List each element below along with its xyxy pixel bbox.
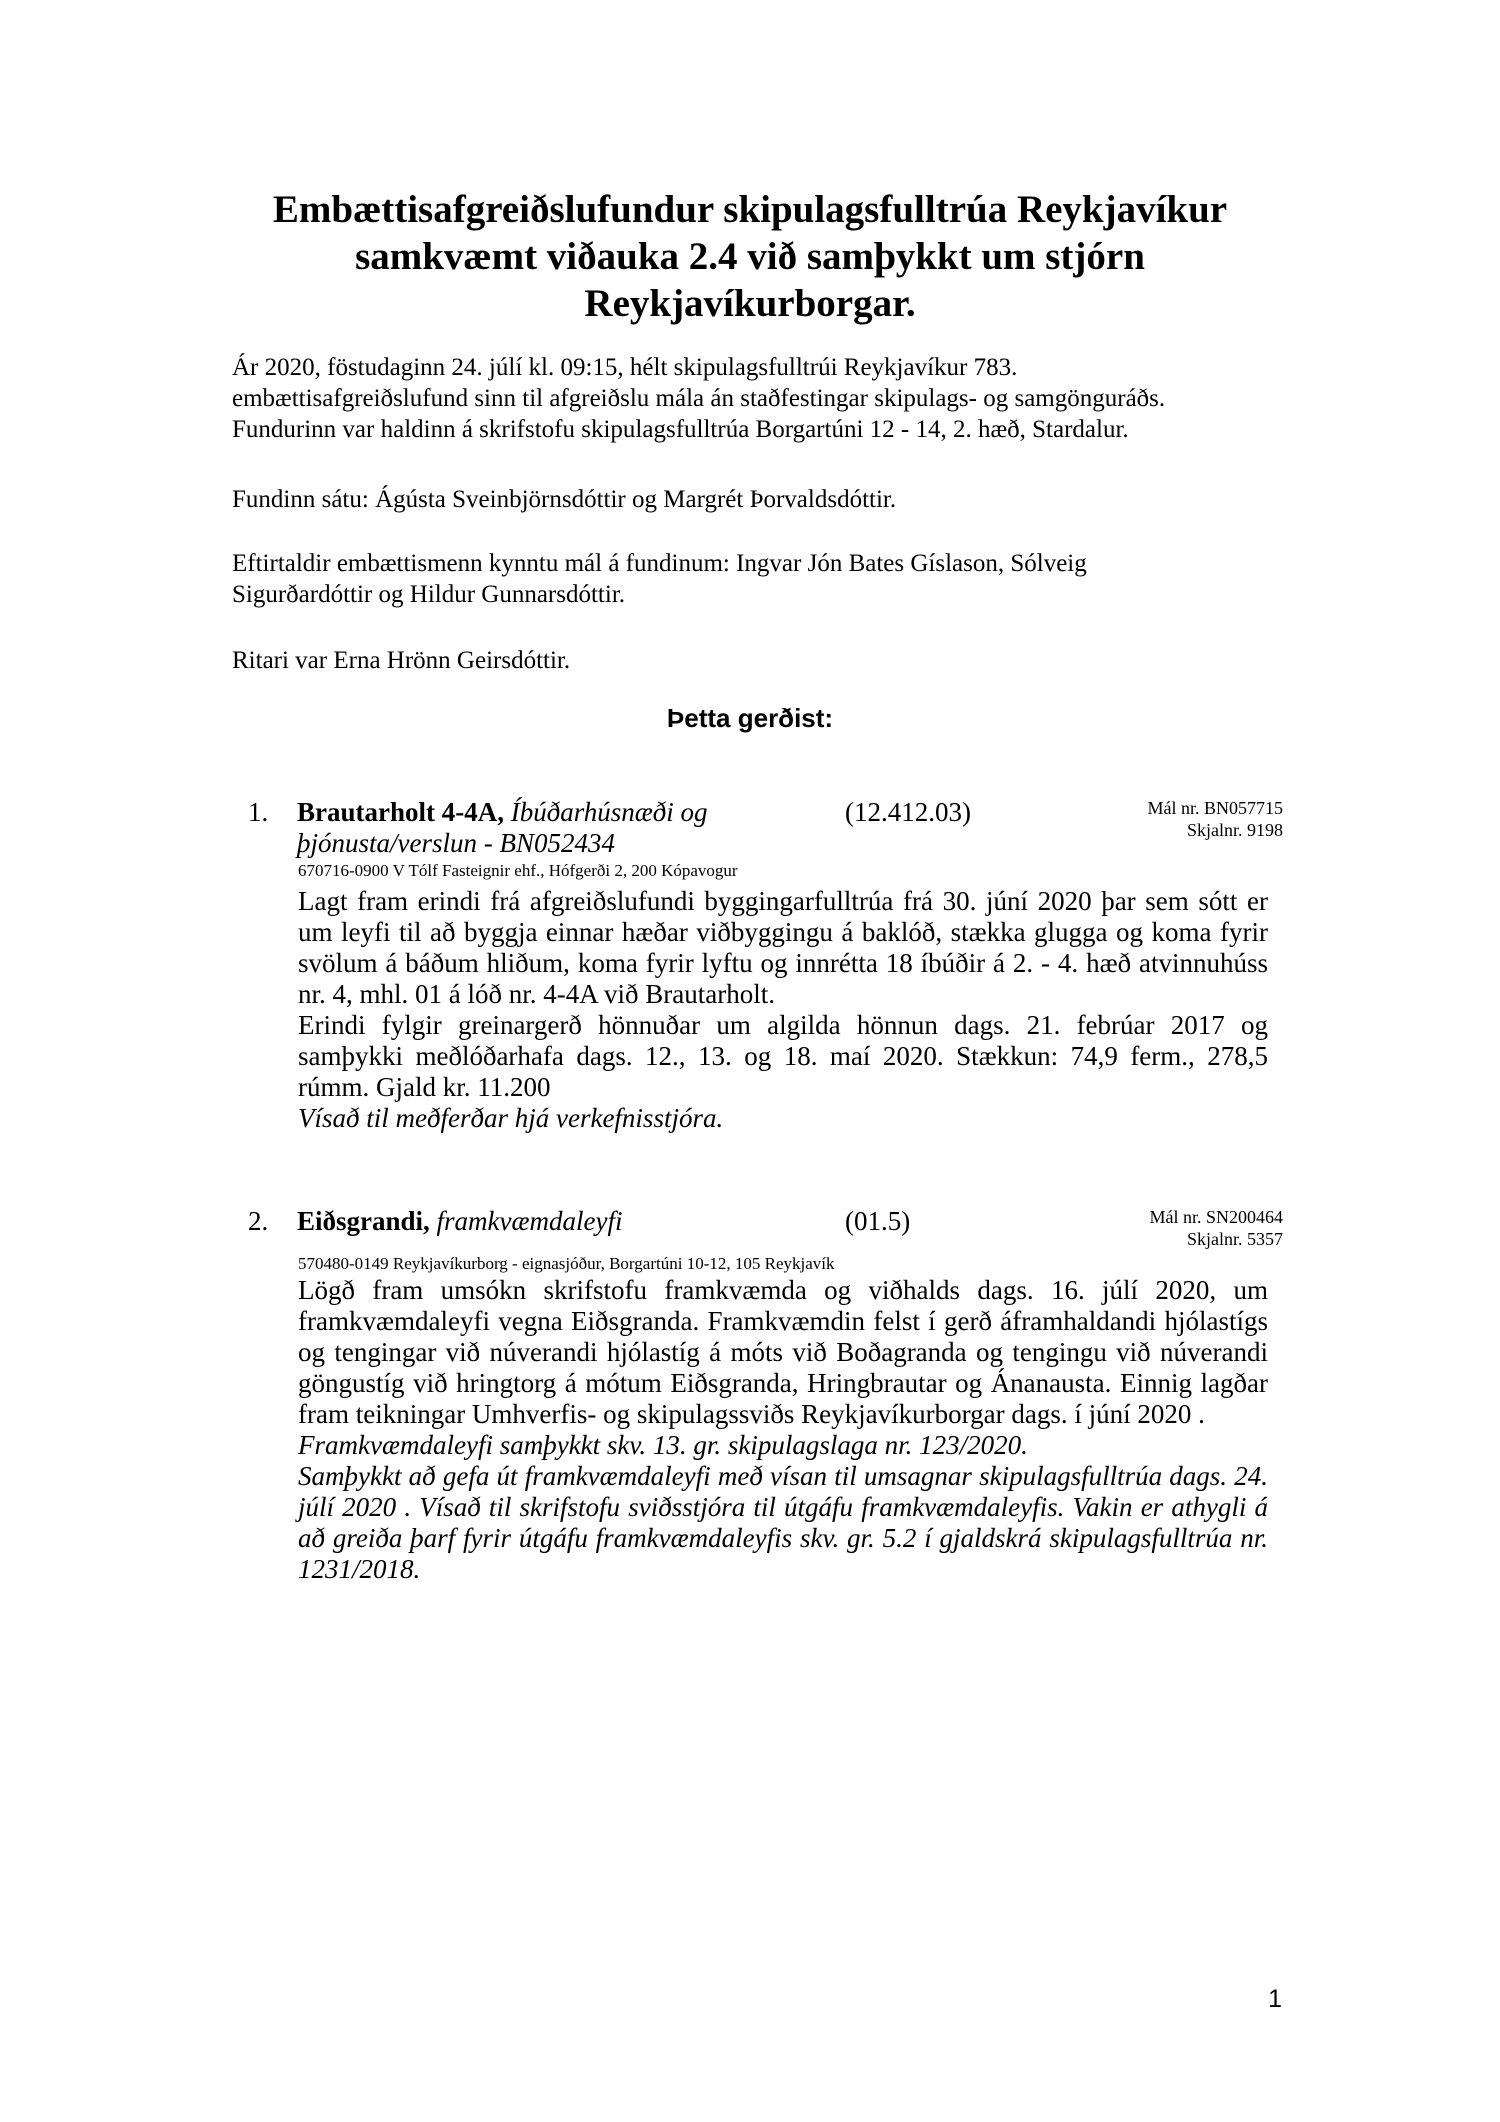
case-number: Mál nr. SN200464: [1149, 1207, 1283, 1227]
item-body: [298, 1275, 1268, 1585]
intro-line: Ár 2020, föstudaginn 24. júlí kl. 09:15, hélt skipulagsfulltrúi Reykjavíkur 783.: [232, 354, 1018, 381]
intro-paragraph: [232, 352, 1272, 445]
item-paragraph: Lagt fram erindi frá afgreiðslufundi byggingarfulltrúa frá 30. júní 2020 þar sem sótt er um leyfi til að byggja einnar hæðar viðbyggingu á baklóð, stækka glugga og koma fyrir svölum á báðum hliðum, koma fyrir lyftu og innrétta 18 íbúðir á 2. - 4. hæð atvinnuhúss nr. 4, mhl. 01 á lóð nr. 4-4A við Brautarholt.: [298, 886, 1268, 1009]
item-title: [297, 1206, 737, 1237]
item-decision: Vísað til meðferðar hjá verkefnisstjóra.: [298, 1103, 724, 1133]
case-number: Mál nr. BN057715: [1147, 798, 1283, 818]
officials-line: Sigurðardóttir og Hildur Gunnarsdóttir.: [232, 581, 626, 608]
document-title: Embættisafgreiðslufundur skipulagsfulltrúa Reykjavíkur samkvæmt viðauka 2.4 við samþykkt um stjórn Reykjavíkurborgar.: [272, 188, 1228, 325]
intro-line: embættisafgreiðslufund sinn til afgreiðslu mála án staðfestingar skipulags- og samgönguráðs.: [232, 385, 1166, 412]
page-number: 1: [1268, 1985, 1282, 2013]
item-owner: 570480-0149 Reykjavíkurborg - eignasjóður, Borgartúni 10-12, 105 Reykjavík: [298, 1254, 835, 1273]
item-paragraph: Erindi fylgir greinargerð hönnuðar um algilda hönnun dags. 21. febrúar 2017 og samþykki meðlóðarhafa dags. 12., 13. og 18. maí 2020. Stækkun: 74,9 ferm., 278,5 rúmm. Gjald kr. 11.200: [298, 1010, 1268, 1102]
item-body: [298, 886, 1268, 1134]
item-code: (12.412.03): [845, 797, 971, 827]
item-code: (01.5): [845, 1206, 911, 1236]
section-heading: Þetta gerðist:: [666, 703, 834, 733]
document-number: Skjalnr. 9198: [1186, 820, 1283, 840]
item-subject: framkvæmdaleyfi: [436, 1206, 623, 1236]
item-number: 1.: [248, 797, 269, 827]
item-title: [297, 797, 737, 859]
item-owner: 670716-0900 V Tólf Fasteignir ehf., Hófgerði 2, 200 Kópavogur: [298, 861, 738, 880]
item-decision: Samþykkt að gefa út framkvæmdaleyfi með vísan til umsagnar skipulagsfulltrúa dags. 24. júlí 2020 . Vísað til skrifstofu sviðsstjóra til útgáfu framkvæmdaleyfis. Vakin er athygli á að greiða þarf fyrir útgáfu framkvæmdaleyfis skv. gr. 5.2 í gjaldskrá skipulagsfulltrúa nr. 1231/2018.: [298, 1461, 1268, 1584]
item-reference: [1043, 797, 1283, 841]
intro-line: Fundurinn var haldinn á skrifstofu skipulagsfulltrúa Borgartúni 12 - 14, 2. hæð, Stardalur.: [232, 416, 1129, 443]
item-name: Eiðsgrandi,: [297, 1206, 430, 1236]
item-name: Brautarholt 4-4A,: [297, 797, 504, 827]
attendees-paragraph: Fundinn sátu: Ágústa Sveinbjörnsdóttir og Margrét Þorvaldsdóttir.: [232, 486, 897, 513]
item-subject: Íbúðarhúsnæði og: [510, 797, 708, 827]
secretary-paragraph: Ritari var Erna Hrönn Geirsdóttir.: [232, 647, 571, 674]
item-paragraph: Lögð fram umsókn skrifstofu framkvæmda og viðhalds dags. 16. júlí 2020, um framkvæmdaleyfi vegna Eiðsgranda. Framkvæmdin felst í gerð áframhaldandi hjólastígs og tengingar við núverandi hjólastíg á móts við Boðagranda og tengingu við núverandi göngustíg við hringtorg á mótum Eiðsgranda, Hringbrautar og Ánanausta. Einnig lagðar fram teikningar Umhverfis- og skipulagssviðs Reykjavíkurborgar dags. í júní 2020 .: [298, 1275, 1268, 1429]
officials-line: Eftirtaldir embættismenn kynntu mál á fundinum: Ingvar Jón Bates Gíslason, Sólveig: [232, 550, 1087, 577]
item-number: 2.: [248, 1206, 269, 1236]
document-number: Skjalnr. 5357: [1186, 1229, 1283, 1249]
item-decision: Framkvæmdaleyfi samþykkt skv. 13. gr. skipulagslaga nr. 123/2020.: [298, 1430, 1028, 1460]
item-subject-cont: þjónusta/verslun - BN052434: [297, 828, 615, 858]
officials-paragraph: [232, 548, 1272, 610]
item-reference: [1043, 1206, 1283, 1250]
